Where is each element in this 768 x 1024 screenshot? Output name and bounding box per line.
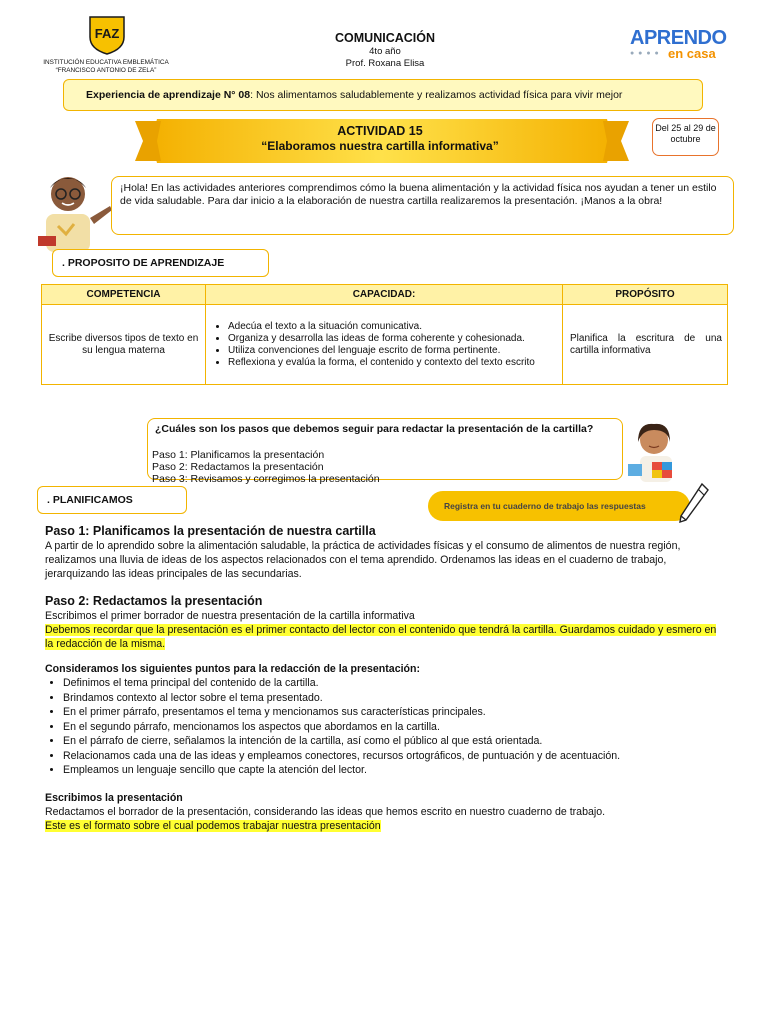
subject-title: COMUNICACIÓN bbox=[335, 31, 435, 45]
girl-character-illustration bbox=[624, 418, 686, 482]
grade-text: 4to año bbox=[369, 46, 401, 57]
aprendo-en-casa-logo bbox=[630, 28, 735, 60]
list-item: • Definimos el tema principal del contenido de la cartilla. bbox=[63, 676, 725, 691]
paso1-heading: Paso 1: Planificamos la presentación de nuestra cartilla bbox=[45, 524, 376, 538]
list-item: • En el párrafo de cierre, señalamos la intención de la cartilla, así como el público al que está orientada. bbox=[63, 734, 725, 749]
question-title: ¿Cuáles son los pasos que debemos seguir para redactar la presentación de la cartilla? bbox=[155, 423, 594, 435]
list-item: • En el primer párrafo, presentamos el tema y mencionamos sus características principales. bbox=[63, 705, 725, 720]
pencil-icon bbox=[676, 482, 710, 526]
experiencia-text: : Nos alimentamos saludablemente y realizamos actividad física para vivir mejor bbox=[250, 89, 623, 101]
step-item: Paso 2: Redactamos la presentación bbox=[152, 461, 324, 473]
table-row bbox=[42, 305, 728, 385]
paso1-text: A partir de lo aprendido sobre la alimentación saludable, la práctica de actividades físicas y el consumo de alimentos de nuestra región, realizamos una lluvia de ideas de los aspectos relacionados con el tema aprendido. Ordenamos las ideas en el cuaderno de trabajo, jerarquizando las ideas principales de las secundarias. bbox=[45, 540, 681, 580]
experiencia-box bbox=[63, 79, 703, 111]
puntos-heading: Consideramos los siguientes puntos para la redacción de la presentación: bbox=[45, 663, 421, 675]
paso2-highlight: Debemos recordar que la presentación es el primer contacto del lector con el contenido que tendrá la cartilla. Guardamos cuidado y esmero en la redacción de la misma. bbox=[45, 624, 717, 650]
step-item: Paso 1: Planificamos la presentación bbox=[152, 449, 325, 461]
paso1-section bbox=[45, 524, 725, 581]
brand-word-en-casa: en casa bbox=[668, 46, 716, 61]
header-capacidad: CAPACIDAD: bbox=[206, 285, 563, 305]
experiencia-label: Experiencia de aprendizaje N° 08 bbox=[86, 89, 251, 101]
list-item: • Brindamos contexto al lector sobre el tema presentado. bbox=[63, 691, 725, 706]
steps-list bbox=[152, 449, 452, 485]
proposito-label: . PROPOSITO DE APRENDIZAJE bbox=[62, 257, 225, 269]
date-line2: octubre bbox=[670, 134, 701, 144]
puntos-section bbox=[45, 662, 725, 778]
escribimos-highlight: Este es el formato sobre el cual podemos trabajar nuestra presentación bbox=[45, 820, 381, 832]
escribimos-text: Redactamos el borrador de la presentación, considerando las ideas que hemos escrito en nuestro cuaderno de trabajo. bbox=[45, 806, 606, 818]
teacher-name: Prof. Roxana Elisa bbox=[345, 58, 425, 69]
date-box bbox=[652, 118, 719, 156]
list-item: • Empleamos un lenguaje sencillo que capte la atención del lector. bbox=[63, 763, 725, 778]
proposito-label-box bbox=[52, 249, 269, 277]
capacidad-item: • Utiliza convenciones del lenguaje escrito de forma pertinente. bbox=[228, 345, 557, 357]
competencia-cell: Escribe diversos tipos de texto en su lengua materna bbox=[42, 305, 206, 385]
puntos-list bbox=[45, 676, 725, 778]
escribimos-heading: Escribimos la presentación bbox=[45, 792, 183, 804]
planificamos-label: . PLANIFICAMOS bbox=[47, 494, 133, 506]
paso2-section bbox=[45, 594, 725, 651]
escribimos-section bbox=[45, 791, 725, 833]
date-line1: Del 25 al 29 de bbox=[655, 123, 716, 133]
planificamos-label-box bbox=[37, 486, 187, 514]
intro-text: ¡Hola! En las actividades anteriores comprendimos cómo la buena alimentación y la actividad física nos ayudan a tener un estilo de vida saludable. Para dar inicio a la elaboración de nuestra cartilla realizaremos la presentación. ¡Manos a la obra! bbox=[120, 182, 717, 207]
brand-word-aprendo: APRENDO bbox=[630, 27, 727, 49]
register-text: Registra en tu cuaderno de trabajo las respuestas bbox=[444, 501, 646, 511]
register-banner bbox=[428, 491, 690, 521]
proposito-cell: Planifica la escritura de una cartilla informativa bbox=[563, 305, 728, 385]
header-competencia: COMPETENCIA bbox=[42, 285, 206, 305]
capacidad-item: • Reflexiona y evalúa la forma, el contenido y contexto del texto escrito bbox=[228, 357, 557, 369]
logo-lettering: FAZ bbox=[94, 26, 120, 41]
paso2-heading: Paso 2: Redactamos la presentación bbox=[45, 594, 263, 608]
paso2-text: Escribimos el primer borrador de nuestra presentación de la cartilla informativa bbox=[45, 610, 415, 622]
list-item: • Relacionamos cada una de las ideas y empleamos conectores, recursos ortográficos, de puntuación y de acentuación. bbox=[63, 749, 725, 764]
activity-number: ACTIVIDAD 15 bbox=[337, 124, 423, 138]
capacidad-item: • Organiza y desarrolla las ideas de forma coherente y cohesionada. bbox=[228, 333, 557, 345]
list-item: • En el segundo párrafo, mencionamos los aspectos que abordamos en la cartilla. bbox=[63, 720, 725, 735]
intro-box bbox=[111, 176, 734, 235]
brand-dots-icon: ● ● ● ● bbox=[630, 50, 660, 57]
institution-line1: INSTITUCIÓN EDUCATIVA EMBLEMÁTICA bbox=[43, 59, 169, 66]
activity-title: “Elaboramos nuestra cartilla informativa” bbox=[261, 139, 499, 153]
school-shield-logo bbox=[86, 13, 128, 55]
table-header-row bbox=[42, 285, 728, 305]
step-item: Paso 3: Revisamos y corregimos la presentación bbox=[152, 473, 380, 485]
capacidad-cell bbox=[206, 305, 563, 385]
competencias-table bbox=[41, 284, 728, 385]
capacidad-item: • Adecúa el texto a la situación comunicativa. bbox=[228, 321, 557, 333]
header-proposito: PROPÓSITO bbox=[563, 285, 728, 305]
boy-character-illustration bbox=[28, 166, 114, 252]
institution-line2: “FRANCISCO ANTONIO DE ZELA” bbox=[55, 67, 157, 74]
